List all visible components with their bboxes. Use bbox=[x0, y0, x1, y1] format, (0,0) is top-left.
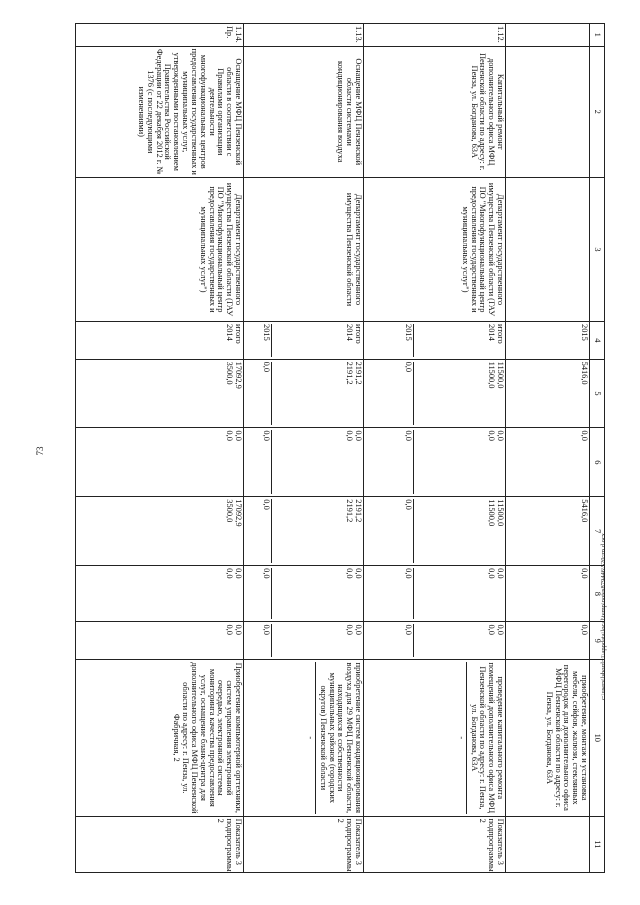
value: 0,0 bbox=[262, 624, 273, 657]
value-regional: 5416,0 bbox=[506, 497, 590, 566]
value: 0,0 bbox=[262, 430, 273, 494]
value: 0,0 bbox=[487, 430, 497, 441]
value: 0,0 bbox=[404, 430, 415, 494]
header-col-3: 3 bbox=[590, 178, 605, 322]
activity-name bbox=[506, 46, 590, 177]
header-col-6: 6 bbox=[590, 428, 605, 497]
value: 3500,0 bbox=[225, 499, 235, 523]
indicator: Показатель 3 подпрограммы 2 bbox=[364, 816, 506, 872]
value: 11500,0 bbox=[496, 361, 505, 389]
value: 17092,9 bbox=[234, 499, 243, 527]
executor: Департамент государственного имущества Пензенской области (ГАУ ПО "Многофункциональный центр предоставления государственных и муниципальных услуг") bbox=[364, 178, 506, 322]
executor: Департамент государственного имущества Пензенской области (ГАУ ПО "Многофункциональный центр предоставления государственных и муниципальных услуг") bbox=[76, 178, 244, 322]
year-cell: 2015 bbox=[506, 322, 590, 360]
value-other: 0,0 bbox=[506, 622, 590, 660]
header-col-8: 8 bbox=[590, 566, 605, 622]
expected-result bbox=[364, 660, 506, 817]
expected-result: приобретение, монтаж и установка мебели, сейфов, жалюзи, стеклянных перегородок для дополнительного офиса МФЦ Пензенской области по адресу: г. Пенза, ул. Богданова, 63А bbox=[506, 660, 590, 817]
executor bbox=[506, 178, 590, 322]
value: 2191,2 bbox=[354, 499, 363, 523]
value-total: 5416,0 bbox=[506, 359, 590, 428]
value: 0,0 bbox=[225, 568, 235, 579]
value-total bbox=[244, 359, 364, 428]
header-col-11: 11 bbox=[590, 816, 605, 872]
footer-file-path: c:\users\lsbord~1\appdata\local\temp\notes879446\520~m.d.ocx bbox=[600, 533, 607, 700]
year-cell bbox=[364, 322, 506, 360]
value-local bbox=[364, 566, 506, 622]
value: 0,0 bbox=[354, 568, 363, 579]
value: 0,0 bbox=[262, 362, 273, 426]
value: 0,0 bbox=[262, 568, 273, 619]
value: 0,0 bbox=[234, 430, 243, 441]
value-federal bbox=[244, 428, 364, 497]
program-activities-table bbox=[75, 23, 605, 873]
value-total bbox=[76, 359, 244, 428]
value: 2191,2 bbox=[345, 361, 355, 385]
value-local: 0,0 bbox=[506, 566, 590, 622]
indicator: Показатель 3 подпрограммы 2 bbox=[244, 816, 364, 872]
value-federal bbox=[364, 428, 506, 497]
value: 0,0 bbox=[404, 624, 415, 657]
value: 0,0 bbox=[262, 499, 273, 563]
value: 11500,0 bbox=[487, 499, 497, 527]
year-cell bbox=[76, 322, 244, 360]
value: 0,0 bbox=[496, 430, 505, 441]
result-text: - bbox=[456, 662, 467, 814]
header-col-7: 7 bbox=[590, 497, 605, 566]
value: 17092,9 bbox=[234, 361, 243, 389]
value-regional bbox=[76, 497, 244, 566]
header-col-2: 2 bbox=[590, 46, 605, 177]
indicator bbox=[506, 816, 590, 872]
table-row bbox=[76, 24, 244, 873]
row-number: 1.12. bbox=[364, 24, 506, 47]
value-other bbox=[364, 622, 506, 660]
year-label: итого bbox=[354, 324, 363, 344]
value-regional bbox=[364, 497, 506, 566]
header-col-1: 1 bbox=[590, 24, 605, 47]
value: 0,0 bbox=[345, 568, 355, 579]
value: 0,0 bbox=[487, 624, 497, 635]
executor: Департамент государственного имущества Пензенской области bbox=[244, 178, 364, 322]
value: 2191,2 bbox=[354, 361, 363, 385]
activity-name: Оснащение МФЦ Пензенской области в соответствии с Правилами организации деятельности многофункциональных центров предоставления государственных и муниципальных услуг, утвержденными постановлением Правительства Российской Федерации от 22 декабря 2012 г. № 1376 (с последующими изменениями) bbox=[76, 46, 244, 177]
table-row bbox=[364, 24, 506, 873]
table-row bbox=[244, 24, 364, 873]
value: 0,0 bbox=[354, 624, 363, 635]
value-total bbox=[364, 359, 506, 428]
year-label: 2014 bbox=[487, 324, 497, 341]
value: 0,0 bbox=[496, 624, 505, 635]
value-federal: 0,0 bbox=[506, 428, 590, 497]
value: 0,0 bbox=[345, 624, 355, 635]
result-text: - bbox=[305, 662, 316, 814]
value-federal bbox=[76, 428, 244, 497]
expected-result bbox=[244, 660, 364, 817]
expected-result: Приобретение компьютерной оргтехники, систем управления электронной очередью, электронной системы мониторинга качества предоставления услуг, оснащение бланк-центра для дополнительного офиса МФЦ Пензенской области по адресу: г. Пенза, ул. Фабричная, 2 bbox=[76, 660, 244, 817]
row-number: 1.13. bbox=[244, 24, 364, 47]
value: 11500,0 bbox=[496, 499, 505, 527]
indicator: Показатель 3 подпрограммы 2 bbox=[76, 816, 244, 872]
activity-name: Капитальный ремонт дополнительного офиса МФЦ Пензенской области по адресу: г. Пенза, ул. Богданова, 63А bbox=[364, 46, 506, 177]
value: 0,0 bbox=[225, 430, 235, 441]
value: 2191,2 bbox=[345, 499, 355, 523]
activity-name: Оснащение МФЦ Пензенской области системами кондиционирования воздуха bbox=[244, 46, 364, 177]
result-text: приобретение систем кондиционирования воздуха для 29 МФЦ Пензенской области, находящихся в собственности муниципальных районов (городских округов) Пензенской области bbox=[318, 662, 363, 814]
value: 0,0 bbox=[234, 624, 243, 635]
result-text: проведение капитального ремонта помещений дополнительного офиса МФЦ Пензенской области по адресу: г. Пенза, ул. Богданова, 63А bbox=[469, 662, 505, 814]
value-regional bbox=[244, 497, 364, 566]
value: 0,0 bbox=[234, 568, 243, 579]
value: 0,0 bbox=[404, 362, 415, 426]
value: 0,0 bbox=[404, 499, 415, 563]
header-row bbox=[590, 24, 605, 873]
value: 11500,0 bbox=[487, 361, 497, 389]
header-col-4: 4 bbox=[590, 322, 605, 360]
value: 0,0 bbox=[345, 430, 355, 441]
year-label: итого bbox=[234, 324, 243, 344]
header-col-10: 10 bbox=[590, 660, 605, 817]
year-label: 2014 bbox=[345, 324, 355, 341]
header-col-9: 9 bbox=[590, 622, 605, 660]
table-row bbox=[506, 24, 590, 873]
value-other bbox=[244, 622, 364, 660]
year-cell bbox=[244, 322, 364, 360]
row-number: 1.14. Пр. bbox=[76, 24, 244, 47]
value-other bbox=[76, 622, 244, 660]
year-label: итого bbox=[496, 324, 505, 344]
rotated-table-sheet bbox=[75, 23, 605, 873]
value: 0,0 bbox=[354, 430, 363, 441]
value-local bbox=[76, 566, 244, 622]
value-local bbox=[244, 566, 364, 622]
row-number bbox=[506, 24, 590, 47]
header-col-5: 5 bbox=[590, 359, 605, 428]
page-number: 73 bbox=[35, 446, 45, 456]
value: 0,0 bbox=[225, 624, 235, 635]
value: 0,0 bbox=[487, 568, 497, 579]
value: 0,0 bbox=[404, 568, 415, 619]
year-label: 2014 bbox=[225, 324, 235, 341]
year-label: 2015 bbox=[262, 324, 273, 357]
value: 3500,0 bbox=[225, 361, 235, 385]
value: 0,0 bbox=[496, 568, 505, 579]
year-label: 2015 bbox=[404, 324, 415, 357]
